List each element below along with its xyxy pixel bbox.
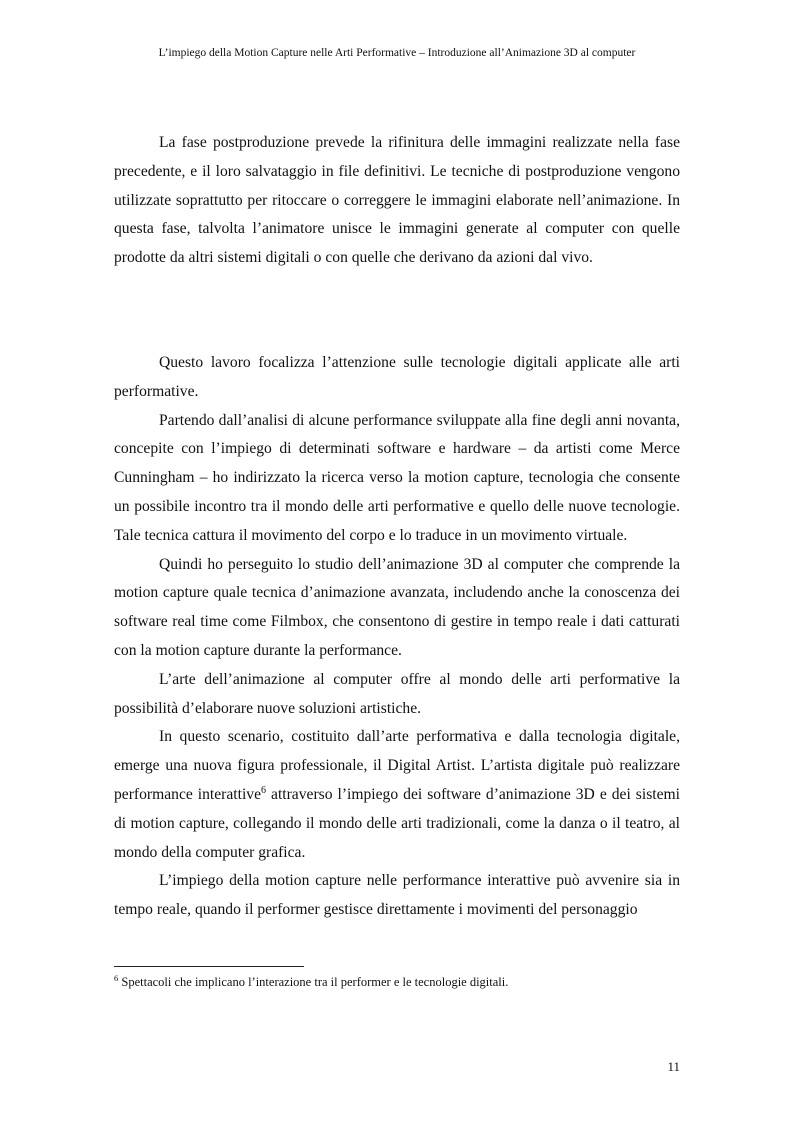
paragraph-motion-capture-use: L’impiego della motion capture nelle performance interattive può avvenire sia in tempo reale, quando il performer gestisce direttamente i movimenti del personaggio: [114, 872, 680, 919]
footnote: [114, 974, 680, 990]
footnote-text: Spettacoli che implicano l’interazione tra il performer e le tecnologie digitali.: [118, 975, 509, 989]
footnote-number: 6: [114, 972, 119, 983]
paragraph-digital-artist: [114, 723, 680, 867]
body-section-research: [114, 349, 680, 925]
body-section-postproduction: [114, 129, 680, 273]
paragraph-postproduction: La fase postproduzione prevede la rifinitura delle immagini realizzate nella fase precedente, e il loro salvataggio in file definitivi. Le tecniche di postproduzione vengono utilizzate soprattutto per ritoccare o correggere le immagini elaborate nell’animazione. In questa fase, talvolta l’animatore unisce le immagini generate al computer con quelle prodotte da altri sistemi digitali o con quelle che derivano da azioni dal vivo.: [114, 134, 680, 267]
page-number: 11: [667, 1059, 680, 1074]
footnote-reference[interactable]: 6: [261, 784, 267, 796]
paragraph-analysis: Partendo dall’analisi di alcune performance sviluppate alla fine degli anni novanta, concepite con l’impiego di determinati software e hardware – da artisti come Merce Cunningham – ho indirizzato la ricerca verso la motion capture, tecnologia che consente un possibile incontro tra il mondo delle arti performative e quello delle nuove tecnologie. Tale tecnica cattura il movimento del corpo e lo traduce in un movimento virtuale.: [114, 411, 680, 544]
footnote-divider: [114, 966, 304, 967]
paragraph-3d-study: Quindi ho perseguito lo studio dell’animazione 3D al computer che comprende la motion capture quale tecnica d’animazione avanzata, includendo anche la conoscenza dei software real time come Filmbox, che consentono di gestire in tempo reale i dati catturati con la motion capture durante la performance.: [114, 555, 680, 659]
paragraph-focus: Questo lavoro focalizza l’attenzione sulle tecnologie digitali applicate alle arti performative.: [114, 354, 680, 400]
digital-artist-text-end: attraverso l’impiego dei software d’animazione 3D e dei sistemi di motion capture, collegando il mondo delle arti tradizionali, come la danza o il teatro, al mondo della computer grafica.: [114, 785, 680, 861]
digital-artist-text-start: In questo scenario, costituito dall’arte performativa e dalla tecnologia digitale, emerge una nuova figura professionale, il Digital Artist. L’artista digitale può realizzare performance interattive: [114, 728, 680, 803]
running-header: L’impiego della Motion Capture nelle Arti Performative – Introduzione all’Animazione 3D al computer: [158, 47, 636, 59]
paragraph-computer-art: L’arte dell’animazione al computer offre al mondo delle arti performative la possibilità d’elaborare nuove soluzioni artistiche.: [114, 670, 680, 717]
